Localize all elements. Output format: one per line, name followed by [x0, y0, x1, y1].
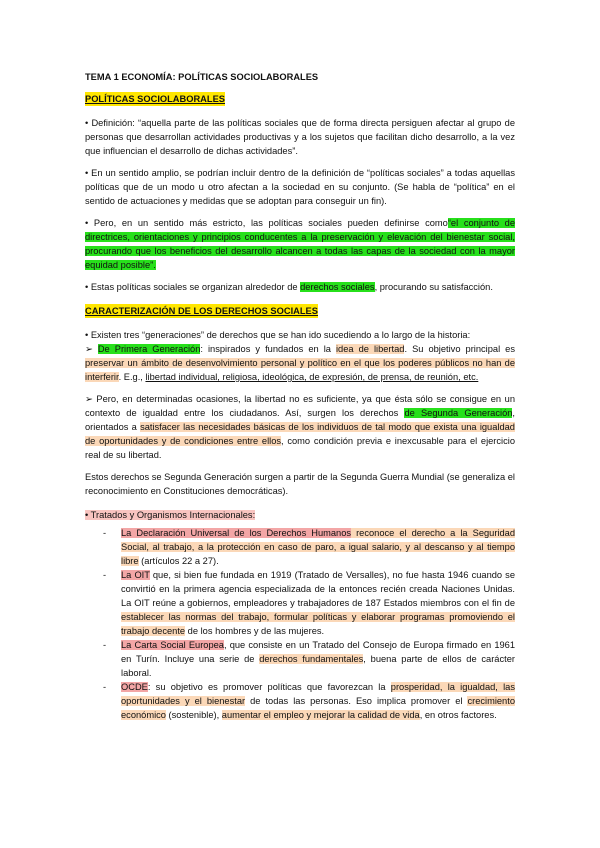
section-heading-caracterizacion: CARACTERIZACIÓN DE LOS DERECHOS SOCIALES: [85, 306, 318, 316]
highlight-segunda-generacion: de Segunda Generación: [404, 408, 513, 418]
highlight-ambito-desenvolvimiento: preservar un ámbito de desenvolvimiento personal y político en el que los poderes públicos no han de interferir: [85, 358, 515, 382]
text-run: : inspirados y fundados en la: [200, 344, 336, 354]
text-run: . E.g.,: [118, 372, 146, 382]
paragraph-derechos-sociales: [85, 280, 515, 294]
list-item-oit: [85, 568, 515, 638]
list-item-declaracion: [85, 526, 515, 568]
paragraph-guerra-mundial: Estos derechos se Segunda Generación surgen a partir de la Segunda Guerra Mundial (se generaliza el reconocimiento en Constituciones democráticas).: [85, 472, 515, 496]
highlight-definicion-estricta: “el conjunto de directrices, orientaciones y principios conducentes a la preservación y elevación del bienestar social, procurando que los beneficios del desarrollo alcancen a todas las capas de la sociedad con la mayor equidad posible”.: [85, 218, 515, 270]
paragraph-sentido-estricto: [85, 216, 515, 272]
text-run: (sostenible),: [165, 710, 222, 720]
text-run: , como condición previa e inexcusable para el ejercicio real de su libertad.: [85, 436, 516, 460]
text-run: , orientados a: [85, 408, 516, 432]
highlight-crecimiento-economico: crecimiento económico: [121, 696, 515, 720]
highlight-primera-generacion: De Primera Generación: [97, 344, 201, 354]
highlight-ocde: OCDE: [121, 682, 148, 692]
dash-bullet: -: [103, 682, 107, 692]
underlined-libertades: libertad individual, religiosa, ideológica, de expresión, de prensa, de reunión, etc.: [145, 372, 479, 382]
list-item-ocde: [85, 680, 515, 722]
highlight-idea-libertad: idea de libertad: [335, 344, 405, 354]
dash-bullet: -: [103, 570, 107, 580]
highlight-oit: La OIT: [121, 570, 150, 580]
document-page: [85, 70, 515, 722]
paragraph-segunda-generacion: [85, 392, 515, 462]
highlight-prosperidad: prosperidad, la igualdad, las oportunidades y el bienestar: [121, 682, 515, 706]
highlight-normas-trabajo: establecer las normas del trabajo, formular políticas y elaborar programas promoviendo el trabajo decente: [121, 612, 515, 636]
text-run: , que consiste en un Tratado del Consejo de Europa firmado en 1961 en Turín. Incluye una serie de: [121, 640, 515, 664]
tratados-list: [85, 526, 515, 722]
list-item-carta-social: [85, 638, 515, 680]
text-run: , buena parte de ellos de carácter laboral.: [121, 654, 515, 678]
dash-bullet: -: [103, 528, 107, 538]
text-run: • Pero, en un sentido más estricto, las políticas sociales pueden definirse como: [85, 218, 448, 228]
section-heading-politicas: POLÍTICAS SOCIOLABORALES: [85, 94, 225, 104]
paragraph-primera-generacion: [85, 342, 515, 384]
highlight-declaracion-universal: La Declaración Universal de los Derechos Humanos: [121, 528, 352, 538]
text-run: de todas las personas. Eso implica promover el: [245, 696, 468, 706]
paragraph-sentido-amplio: • En un sentido amplio, se podrían incluir dentro de la definición de “políticas sociales” a todas aquellas políticas que de un modo u otro afectan a la sociedad en su conjunto. (Se habla de “política” en el sentido de actuaciones y medidas que se adoptan para conseguir un fin).: [85, 168, 515, 206]
highlight-derechos-sociales: derechos sociales: [300, 282, 375, 292]
paragraph-tratados-heading: [85, 508, 515, 522]
paragraph-generaciones: • Existen tres “generaciones” de derechos que se han ido sucediendo a lo largo de la historia:: [85, 330, 471, 340]
dash-bullet: -: [103, 640, 107, 650]
text-run: : su objetivo es promover políticas que favorezcan la: [147, 682, 391, 692]
text-run: que, si bien fue fundada en 1919 (Tratado de Versalles), no fue hasta 1946 cuando se convirtió en la primera agencia especializada de la entonces recién creada Naciones Unidas. La OIT reúne a gobiernos, empleadores y trabajadores de 187 Estados miembros con el fin de: [121, 570, 516, 608]
text-run: • Estas políticas sociales se organizan alrededor de: [85, 282, 301, 292]
document-title: TEMA 1 ECONOMÍA: POLÍTICAS SOCIOLABORALES: [85, 72, 319, 82]
text-run: de los hombres y de las mujeres.: [185, 626, 325, 636]
arrow-bullet: ➢: [85, 344, 98, 354]
highlight-necesidades-basicas: satisfacer las necesidades básicas de los individuos de tal modo que exista una igualdad de oportunidades y de condiciones entre ellos: [85, 422, 515, 446]
highlight-derechos-fundamentales: derechos fundamentales: [259, 654, 364, 664]
text-run: , en otros factores.: [419, 710, 497, 720]
text-run: . Su objetivo principal es: [404, 344, 516, 354]
highlight-carta-social-europea: La Carta Social Europea: [121, 640, 224, 650]
highlight-derecho-seguridad-social: reconoce el derecho a la Seguridad Social, al trabajo, a la protección en caso de paro, a igual salario, y al descanso y al tiempo libre: [121, 528, 516, 566]
paragraph-definicion: • Definición: “aquella parte de las políticas sociales que de forma directa persiguen afectar al grupo de personas que desarrollan actividades productivas y a los sujetos que facilitan dicho desarrollo, a la vez que influencian el desarrollo de dichas actividades”.: [85, 118, 515, 156]
text-run: (artículos 22 a 27).: [138, 556, 219, 566]
highlight-tratados: • Tratados y Organismos Internacionales:: [85, 510, 256, 520]
text-run: ➢ Pero, en determinadas ocasiones, la libertad no es suficiente, ya que ésta sólo se consigue en un contexto de igualdad entre los ciudadanos. Así, surgen los derechos: [85, 394, 515, 418]
highlight-aumentar-empleo: aumentar el empleo y mejorar la calidad de vida: [221, 710, 420, 720]
text-run: , procurando su satisfacción.: [374, 282, 493, 292]
